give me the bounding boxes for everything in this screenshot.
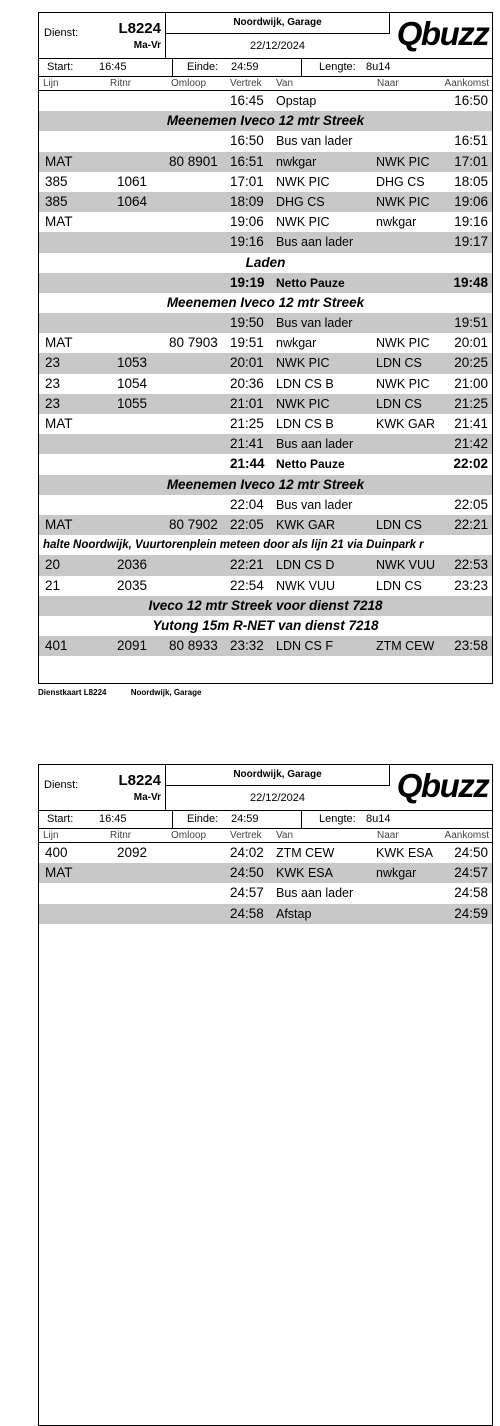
cell-lijn: 23 — [45, 375, 61, 391]
dienstkaart-page-2 — [38, 764, 493, 1426]
page-header — [39, 13, 492, 59]
cell-aankomst: 19:51 — [454, 315, 488, 331]
cell-van: LDN CS D — [276, 558, 335, 573]
page-header — [39, 765, 492, 811]
cell-van: KWK GAR — [276, 517, 336, 532]
table-row — [39, 555, 492, 575]
table-row — [39, 515, 492, 535]
dienst-days: Ma-Vr — [133, 792, 161, 803]
dienst-label: Dienst: — [44, 779, 79, 791]
cell-van: LDN CS B — [276, 417, 334, 431]
table-row — [39, 904, 492, 924]
cell-vertrek: 19:06 — [230, 214, 264, 230]
table-row — [39, 172, 492, 192]
cell-vertrek: 19:19 — [230, 274, 265, 290]
cell-van: ZTM CEW — [276, 846, 335, 860]
cell-lijn: 385 — [45, 193, 68, 209]
cell-vertrek: 16:51 — [230, 153, 264, 169]
table-row — [39, 353, 492, 373]
cell-aankomst: 21:25 — [454, 395, 488, 411]
cell-aankomst: 24:58 — [454, 885, 488, 901]
col-aankomst: Aankomst — [444, 830, 489, 841]
lengte-label: Lengte: — [319, 61, 356, 73]
cell-vertrek: 22:21 — [230, 557, 264, 573]
col-vertrek: Vertrek — [230, 78, 262, 89]
cell-van: LDN CS F — [276, 639, 333, 654]
table-row — [39, 374, 492, 394]
cell-van: NWK VUU — [276, 578, 336, 593]
cell-van: DHG CS — [276, 194, 325, 209]
cell-ritnr: 2036 — [117, 557, 148, 573]
location-title: Noordwijk, Garage — [166, 13, 389, 34]
schedule-rows — [39, 91, 492, 656]
lengte-value: 8u14 — [366, 813, 391, 825]
cell-van: Bus van lader — [276, 497, 353, 512]
einde-label: Einde: — [187, 61, 219, 73]
date: 22/12/2024 — [249, 40, 306, 52]
times-bar — [39, 811, 492, 829]
table-row — [39, 232, 492, 252]
cell-naar: ZTM CEW — [376, 639, 435, 654]
cell-van: NWK PIC — [276, 356, 330, 371]
table-row — [39, 636, 492, 656]
cell-aankomst: 21:42 — [454, 436, 488, 452]
einde-label: Einde: — [187, 813, 219, 825]
cell-van: Netto Pauze — [276, 457, 345, 472]
cell-naar: KWK ESA — [376, 846, 433, 860]
col-naar: Naar — [377, 78, 399, 89]
cell-aankomst: 24:57 — [454, 865, 488, 881]
col-omloop: Omloop — [171, 830, 207, 841]
cell-aankomst: 20:01 — [454, 335, 488, 351]
cell-lijn: 23 — [45, 355, 61, 371]
cell-aankomst: 21:41 — [454, 416, 488, 431]
cell-vertrek: 16:45 — [230, 93, 264, 108]
cell-van: NWK PIC — [276, 215, 330, 230]
table-row — [39, 883, 492, 903]
cell-vertrek: 24:02 — [230, 845, 264, 860]
location-title: Noordwijk, Garage — [166, 765, 389, 786]
cell-lijn: 385 — [45, 173, 68, 189]
cell-lijn: MAT — [45, 416, 73, 431]
cell-naar: LDN CS — [376, 578, 422, 593]
cell-omloop: 80 8901 — [169, 153, 218, 169]
col-omloop: Omloop — [171, 78, 207, 89]
col-van: Van — [276, 78, 294, 89]
cell-lijn: MAT — [45, 214, 73, 230]
cell-omloop: 80 8933 — [169, 638, 218, 654]
cell-lijn: 23 — [45, 395, 61, 411]
cell-aankomst: 21:00 — [454, 375, 488, 391]
cell-vertrek: 20:36 — [230, 375, 264, 391]
date: 22/12/2024 — [249, 792, 306, 804]
table-row — [39, 414, 492, 434]
dienstkaart-page-1 — [38, 12, 493, 684]
cell-van: Bus van lader — [276, 316, 353, 331]
col-naar: Naar — [377, 830, 399, 841]
cell-aankomst: 18:05 — [454, 173, 488, 189]
cell-van: NWK PIC — [276, 174, 330, 189]
cell-van: nwkgar — [276, 154, 317, 169]
section-band: Yutong 15m R-NET van dienst 7218 — [152, 617, 379, 633]
col-aankomst: Aankomst — [444, 78, 489, 89]
table-row — [39, 863, 492, 883]
cell-vertrek: 24:57 — [230, 885, 264, 901]
col-van: Van — [276, 830, 294, 841]
schedule-rows — [39, 843, 492, 924]
cell-aankomst: 19:48 — [453, 274, 488, 290]
cell-vertrek: 21:44 — [230, 456, 265, 472]
cell-van: Bus aan lader — [276, 235, 354, 250]
cell-vertrek: 21:25 — [230, 416, 264, 431]
cell-naar: LDN CS — [376, 356, 422, 371]
cell-ritnr: 1061 — [117, 173, 148, 189]
cell-vertrek: 18:09 — [230, 193, 264, 209]
cell-vertrek: 19:51 — [230, 335, 264, 351]
col-ritnr: Ritnr — [110, 830, 132, 841]
cell-van: Bus aan lader — [276, 437, 354, 452]
cell-ritnr: 1054 — [117, 375, 148, 391]
cell-aankomst: 16:50 — [454, 93, 488, 108]
cell-lijn: MAT — [45, 335, 73, 351]
cell-naar: NWK PIC — [376, 336, 430, 351]
cell-lijn: 20 — [45, 557, 61, 573]
cell-vertrek: 22:04 — [230, 496, 264, 512]
cell-van: Opstap — [276, 94, 317, 108]
cell-van: Netto Pauze — [276, 275, 345, 290]
table-row — [39, 91, 492, 111]
section-band: Meenemen Iveco 12 mtr Streek — [39, 475, 492, 495]
lengte-label: Lengte: — [319, 813, 356, 825]
dienst-days: Ma-Vr — [133, 40, 161, 51]
cell-ritnr: 1064 — [117, 193, 148, 209]
times-bar — [39, 59, 492, 77]
cell-van: Bus van lader — [276, 134, 353, 149]
start-label: Start: — [47, 61, 74, 73]
cell-aankomst: 20:25 — [454, 355, 488, 371]
dienst-number: L8224 — [118, 20, 161, 37]
column-headers — [39, 829, 492, 843]
table-row — [39, 495, 492, 515]
table-row — [39, 843, 492, 863]
table-row — [39, 394, 492, 414]
start-label: Start: — [47, 813, 74, 825]
cell-omloop: 80 7903 — [169, 335, 218, 351]
pause-row — [39, 273, 492, 293]
cell-naar: NWK PIC — [376, 376, 430, 391]
cell-van: nwkgar — [276, 336, 317, 351]
cell-ritnr: 2092 — [117, 845, 148, 860]
page-footer — [38, 688, 201, 697]
section-band: Meenemen Iveco 12 mtr Streek — [166, 294, 365, 310]
cell-vertrek: 16:50 — [230, 133, 264, 149]
cell-lijn: MAT — [45, 516, 73, 532]
cell-lijn: 21 — [45, 577, 61, 593]
cell-ritnr: 1053 — [117, 355, 148, 371]
cell-vertrek: 23:32 — [230, 638, 264, 654]
cell-vertrek: 21:01 — [230, 395, 264, 411]
cell-aankomst: 24:50 — [454, 845, 488, 860]
cell-naar: KWK GAR — [376, 417, 436, 431]
cell-aankomst: 22:05 — [454, 496, 488, 512]
cell-vertrek: 24:58 — [230, 905, 264, 921]
table-row — [39, 333, 492, 353]
cell-aankomst: 23:23 — [454, 577, 488, 593]
table-row — [39, 192, 492, 212]
einde-value: 24:59 — [231, 813, 259, 825]
cell-van: NWK PIC — [276, 396, 330, 411]
table-row — [39, 152, 492, 172]
cell-aankomst: 19:17 — [454, 234, 488, 250]
cell-lijn: 400 — [45, 845, 68, 860]
cell-vertrek: 17:01 — [230, 173, 264, 189]
cell-aankomst: 19:16 — [454, 214, 488, 230]
cell-aankomst: 22:53 — [454, 557, 488, 573]
cell-naar: NWK VUU — [376, 558, 436, 573]
section-band: Meenemen Iveco 12 mtr Streek — [39, 111, 492, 131]
einde-value: 24:59 — [231, 61, 259, 73]
cell-vertrek: 19:50 — [230, 315, 264, 331]
col-vertrek: Vertrek — [230, 830, 262, 841]
cell-aankomst: 23:58 — [454, 638, 488, 654]
dienst-label: Dienst: — [44, 27, 79, 39]
section-band: Laden — [245, 254, 286, 270]
cell-naar: DHG CS — [376, 174, 425, 189]
table-row — [39, 212, 492, 232]
route-note: halte Noordwijk, Vuurtorenplein meteen door als lijn 21 via Duinpark r — [43, 539, 424, 552]
cell-van: Bus aan lader — [276, 886, 354, 901]
cell-aankomst: 22:21 — [454, 516, 488, 532]
cell-ritnr: 2091 — [117, 638, 148, 654]
cell-aankomst: 19:06 — [454, 193, 488, 209]
cell-vertrek: 20:01 — [230, 355, 264, 371]
table-row — [39, 131, 492, 151]
cell-aankomst: 16:51 — [454, 133, 488, 149]
cell-omloop: 80 7902 — [169, 516, 218, 532]
cell-aankomst: 24:59 — [454, 905, 488, 921]
cell-vertrek: 19:16 — [230, 234, 264, 250]
section-band: Iveco 12 mtr Streek voor dienst 7218 — [39, 596, 492, 616]
cell-ritnr: 2035 — [117, 577, 148, 593]
cell-aankomst: 17:01 — [454, 153, 488, 169]
footer-location: Noordwijk, Garage — [130, 688, 202, 697]
cell-lijn: MAT — [45, 865, 73, 881]
table-row — [39, 576, 492, 596]
cell-naar: nwkgar — [376, 866, 417, 881]
col-ritnr: Ritnr — [110, 78, 132, 89]
cell-naar: NWK PIC — [376, 154, 430, 169]
cell-naar: NWK PIC — [376, 194, 430, 209]
cell-aankomst: 22:02 — [453, 456, 488, 472]
cell-vertrek: 22:05 — [230, 516, 264, 532]
cell-van: Afstap — [276, 906, 312, 921]
cell-vertrek: 24:50 — [230, 865, 264, 881]
lengte-value: 8u14 — [366, 61, 391, 73]
cell-lijn: 401 — [45, 638, 68, 654]
start-value: 16:45 — [99, 61, 127, 73]
cell-naar: nwkgar — [376, 215, 417, 230]
cell-naar: LDN CS — [376, 396, 422, 411]
column-headers — [39, 77, 492, 91]
footer-label: Dienstkaart L8224 — [38, 688, 107, 697]
table-row — [39, 434, 492, 454]
cell-vertrek: 21:41 — [230, 436, 264, 452]
cell-van: LDN CS B — [276, 376, 334, 391]
dienst-number: L8224 — [118, 772, 161, 789]
cell-lijn: MAT — [45, 153, 73, 169]
pause-row — [39, 454, 492, 474]
col-lijn: Lijn — [43, 78, 59, 89]
cell-ritnr: 1055 — [117, 395, 148, 411]
cell-van: KWK ESA — [276, 866, 333, 881]
col-lijn: Lijn — [43, 830, 59, 841]
start-value: 16:45 — [99, 813, 127, 825]
cell-vertrek: 22:54 — [230, 577, 264, 593]
table-row — [39, 313, 492, 333]
qbuzz-logo: Qbuzz — [396, 15, 489, 52]
cell-naar: LDN CS — [376, 517, 422, 532]
qbuzz-logo: Qbuzz — [396, 767, 489, 804]
